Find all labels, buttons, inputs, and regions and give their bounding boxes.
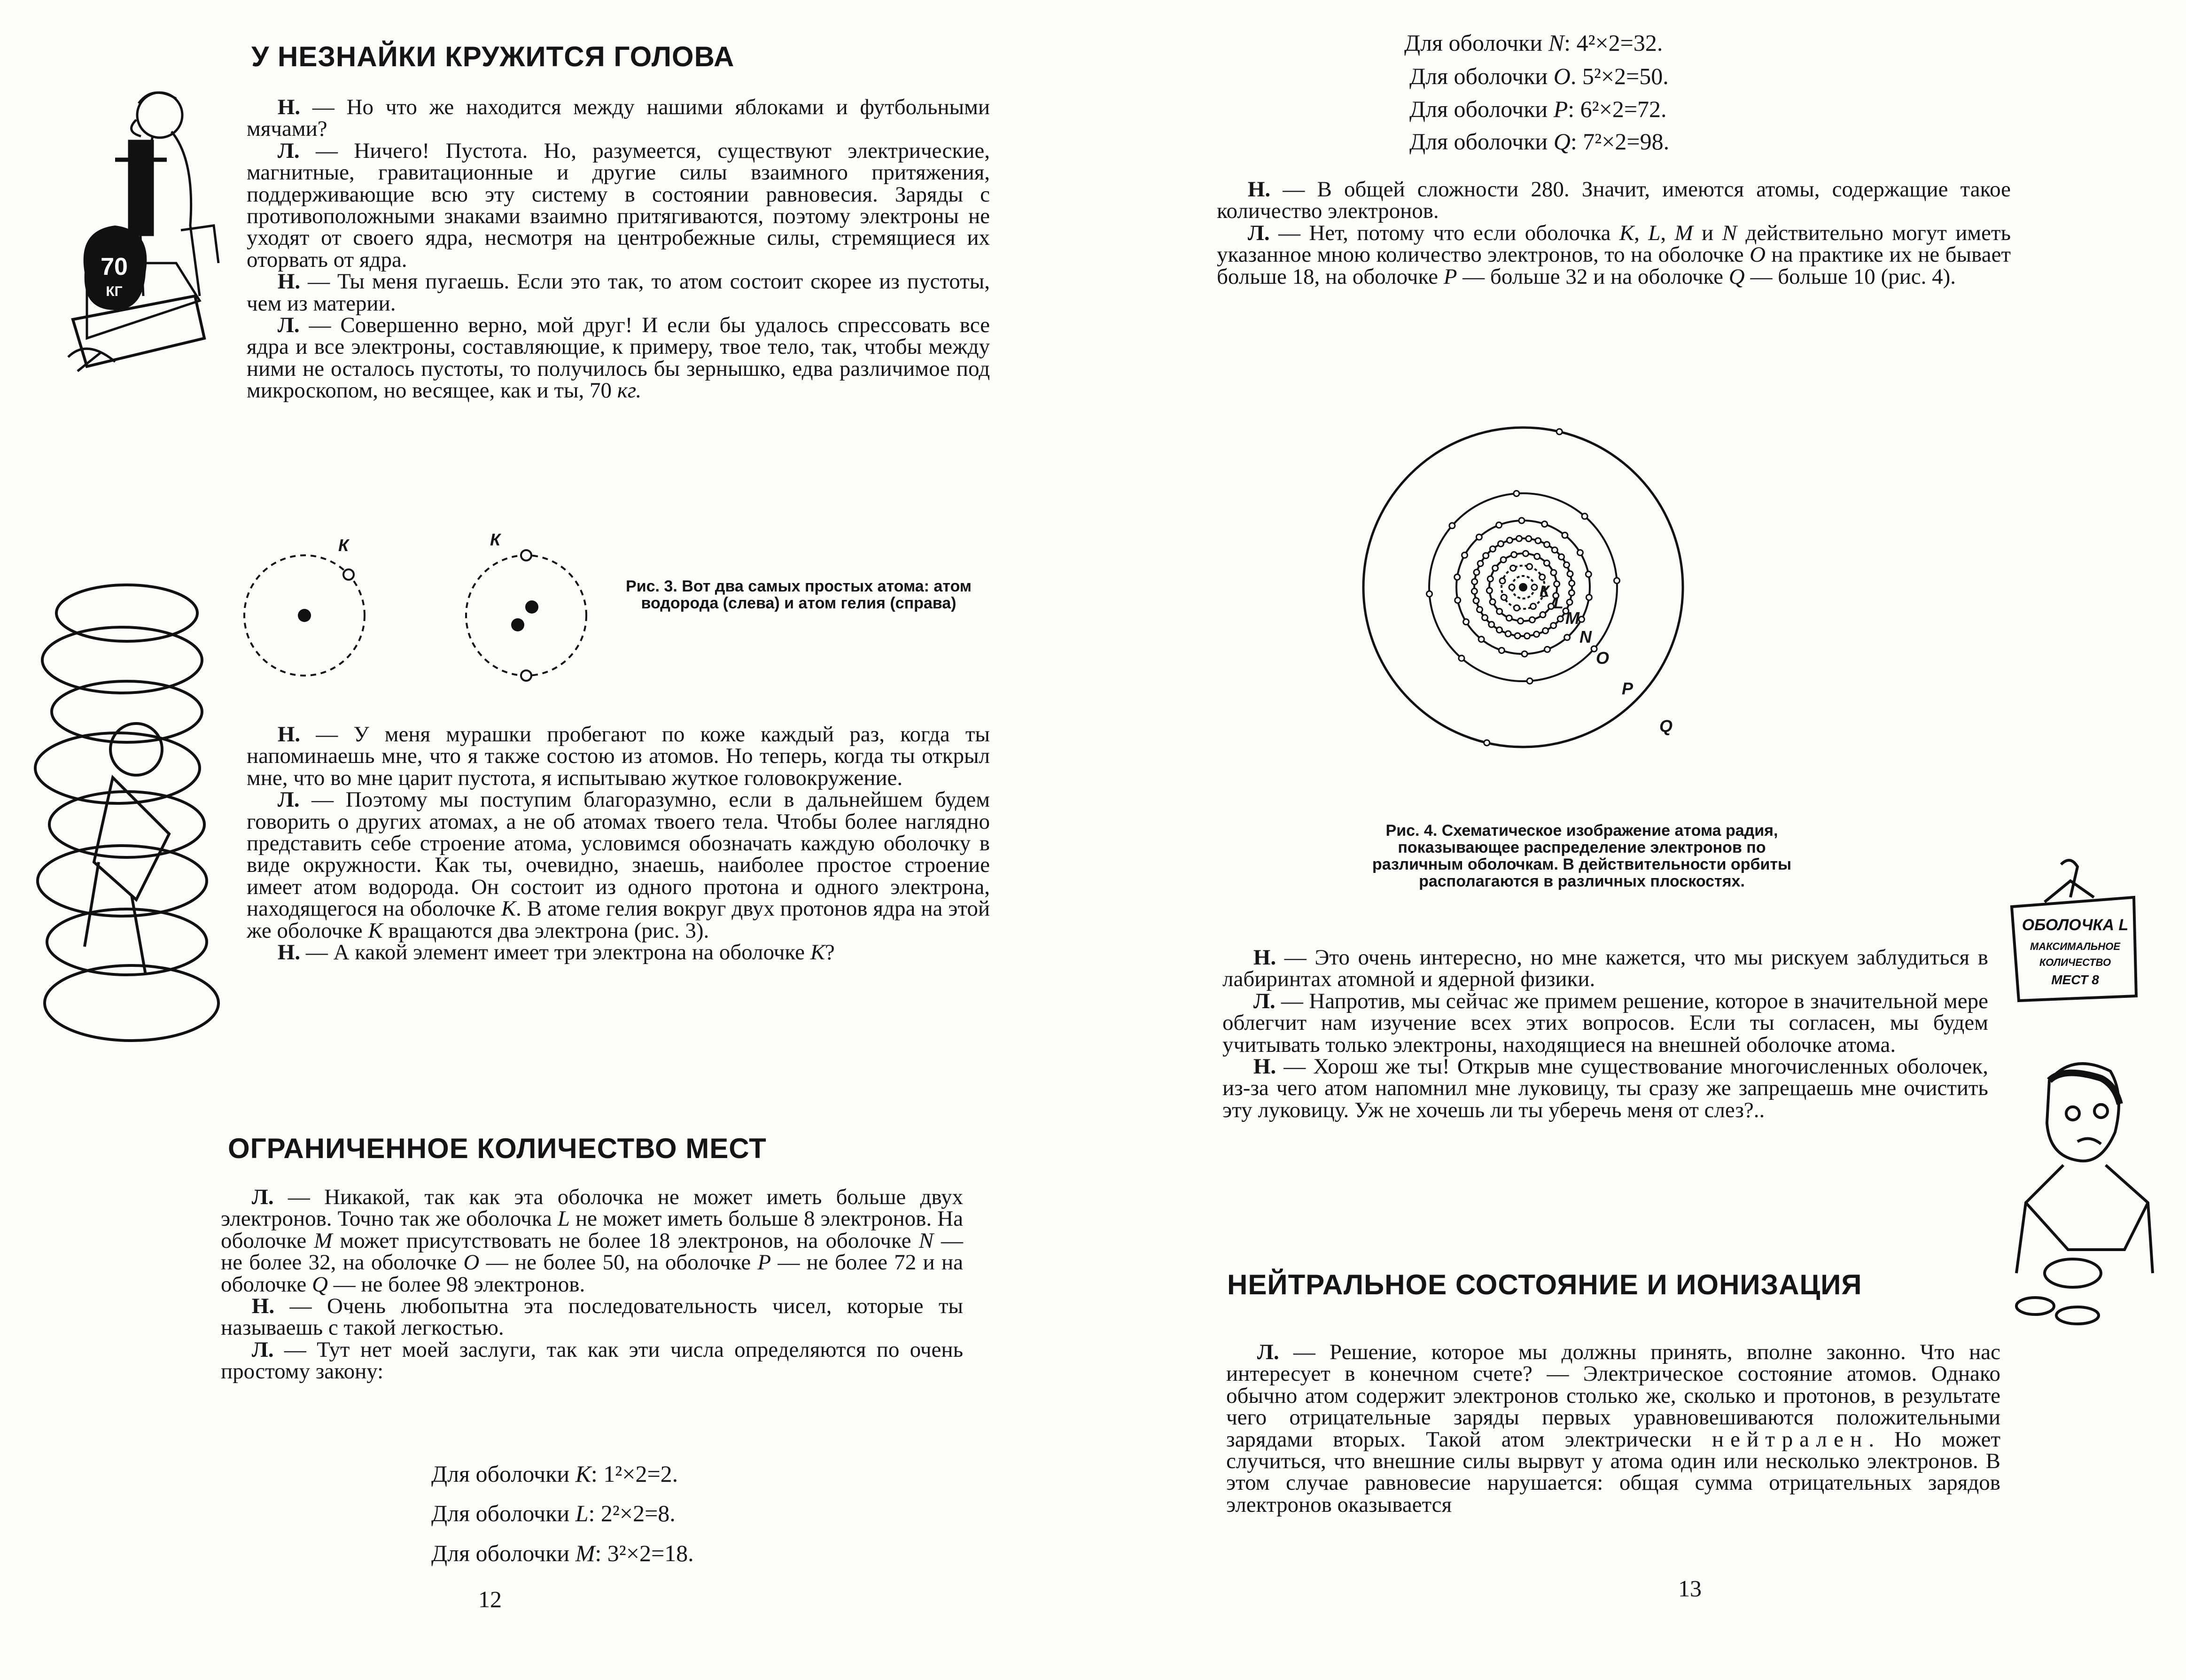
- orbit-electron: [1551, 570, 1556, 576]
- unit-kg: кг.: [617, 378, 642, 403]
- orbit-electron: [1614, 578, 1619, 583]
- paragraph-text: . В атоме гелия вокруг двух протонов ядра на этой же оболочке: [247, 896, 990, 943]
- spaced-word: нейтрален: [1711, 1427, 1869, 1452]
- speaker: Н.: [277, 95, 301, 119]
- orbit-electron: [1484, 740, 1490, 746]
- orbit-electron: [1489, 622, 1494, 627]
- speaker: Л.: [1257, 1340, 1279, 1364]
- helium-proton: [525, 600, 538, 614]
- orbit-electron: [1522, 651, 1527, 657]
- formula-text: Для оболочки: [431, 1500, 576, 1526]
- scientist-illustration: [59, 75, 233, 385]
- orbit-electron: [1567, 599, 1572, 605]
- orbit-electron: [1509, 584, 1515, 590]
- sign-line-1: ОБОЛОЧКА L: [2022, 916, 2129, 934]
- paragraph-text: на практике их не бывает больше 18, на оболочке: [1217, 242, 2011, 289]
- shell-p: Р: [1443, 264, 1457, 289]
- formula-shell: К: [575, 1461, 591, 1487]
- orbit-electron: [1476, 534, 1482, 540]
- orbit-electron: [1497, 608, 1502, 614]
- orbit-electron: [1524, 633, 1530, 639]
- speaker: Н.: [277, 722, 301, 747]
- shell-k: К: [368, 918, 383, 943]
- orbit-electron: [1543, 628, 1548, 634]
- orbit-electron: [1552, 547, 1557, 553]
- speaker: Н.: [277, 269, 301, 294]
- orbit-electron: [1551, 622, 1556, 628]
- paragraph: [221, 1295, 963, 1339]
- orbit-electron: [1529, 617, 1535, 622]
- orbit-electron: [1542, 521, 1548, 527]
- orbit-electron: [1506, 615, 1512, 621]
- orbit-electron: [1523, 551, 1528, 556]
- formula-shell: L: [575, 1500, 589, 1526]
- radium-nucleus: [1519, 583, 1527, 591]
- paragraph: [1217, 179, 2011, 222]
- shell-l-sign-illustration: [2000, 855, 2141, 1010]
- formula-l: [431, 1500, 676, 1527]
- orbit-electron: [1544, 560, 1549, 566]
- orbit-electron: [1554, 581, 1560, 587]
- paragraph-text: — Напротив, мы сейчас же примем решение, которое в значительной мере облегчит нам изучение всех этих вопросов. Если ты согласен, мы будем учитывать только электроны, находящиеся на внешней оболочке атома.: [1222, 988, 1988, 1057]
- paragraph: [1222, 947, 1988, 990]
- speaker: Л.: [277, 313, 300, 338]
- formula-q: [1409, 128, 1669, 155]
- worried-character-illustration: [2007, 1052, 2162, 1334]
- orbit-electron: [1557, 616, 1563, 622]
- shell-n: N: [918, 1228, 934, 1253]
- orbit-electron: [1586, 595, 1592, 600]
- paragraph-text: — Ты меня пугаешь. Если это так, то атом состоит скорее из пустоты, чем из материи.: [247, 269, 990, 316]
- orbit-electron: [1483, 553, 1489, 559]
- orbit-electron: [1564, 562, 1570, 568]
- orbit-electron: [1544, 646, 1550, 652]
- paragraph-text: — Никакой, так как эта оболочка не может иметь больше двух электронов. Точно так же оболочка: [221, 1185, 963, 1231]
- paragraph-text: — Но что же находится между нашими яблоками и футбольными мячами?: [247, 95, 990, 141]
- speaker: Н.: [277, 940, 301, 965]
- paragraph: [1226, 1341, 2000, 1516]
- orbit-electron: [1569, 581, 1575, 586]
- shell-m: М: [1674, 220, 1693, 245]
- shell-o: О: [1750, 242, 1766, 267]
- paragraph-text: — Нет, потому что если оболочка: [1269, 220, 1619, 245]
- paragraph-text: действительно могут иметь указанное мною количество электронов, то на оболочке: [1217, 220, 2011, 267]
- orbit-electron: [1474, 569, 1479, 575]
- formula-expr: : 2²×2=8.: [588, 1500, 676, 1526]
- paragraph-text: — Ничего! Пустота. Но, разумеется, существуют электрические, магнитные, гравитационные и другие силы взаимного притяжения, поддерживающие всю эту систему в состоянии равновесия. Заряды с противоположными знаками взаимно притягиваются, поэтому электроны не уходят от своего ядра, несмотря на центробежные силы, стремящиеся их оторвать от ядра.: [247, 138, 990, 272]
- orbit-electron: [1478, 560, 1483, 566]
- formula-shell: Р: [1553, 96, 1568, 122]
- page-number-right: 13: [1678, 1575, 1702, 1602]
- orbit-electron: [1471, 588, 1477, 594]
- orbit-electron: [1548, 604, 1554, 609]
- shell-k: К: [501, 896, 516, 921]
- paragraph: [247, 789, 990, 941]
- formula-text: Для оболочки: [1409, 63, 1554, 89]
- paragraph-text: — не более 32, на оболочке: [221, 1228, 963, 1275]
- figure-4-caption: Рис. 4. Схематическое изображение атома радия, показывающее распределение электронов по различным оболочкам. В действительности орбиты располагаются в различных плоскостях.: [1372, 822, 1792, 890]
- paragraph-text: и: [1693, 220, 1722, 245]
- paragraph-text: может присутствовать не более 18 электронов, на оболочке: [332, 1228, 919, 1253]
- paragraph-text: не может иметь больше 8 электронов. На оболочке: [221, 1206, 963, 1253]
- paragraph-text: — не более 72 и на оболочке: [221, 1250, 963, 1297]
- heading-limited-places: ОГРАНИЧЕННОЕ КОЛИЧЕСТВО МЕСТ: [228, 1133, 767, 1164]
- formula-m: [431, 1540, 694, 1567]
- shell-k: К: [1619, 220, 1634, 245]
- orbit-electron: [1540, 612, 1546, 618]
- paragraph-text: — не более 98 электронов.: [327, 1272, 585, 1297]
- orbit-electron: [1487, 576, 1493, 582]
- dizzy-character-drawing: [28, 571, 226, 1059]
- orbit-electron: [1527, 564, 1533, 569]
- formula-text: Для оболочки: [431, 1461, 576, 1487]
- orbit-electron: [1505, 631, 1511, 637]
- orbit-electron: [1462, 552, 1468, 558]
- figure-4: [1356, 357, 1695, 817]
- paragraph: [1217, 222, 2011, 288]
- orbit-electron: [1490, 546, 1495, 552]
- orbit-electron: [1500, 578, 1505, 583]
- paragraph: [247, 140, 990, 271]
- orbit-electron: [1518, 618, 1524, 624]
- dialogue-block-3: [221, 1186, 963, 1383]
- paragraph-text: — больше 10 (рис. 4).: [1744, 264, 1956, 289]
- paragraph: [221, 1186, 963, 1295]
- paragraph-text: — не более 50, на оболочке: [479, 1250, 758, 1275]
- orbit-electron: [1515, 633, 1520, 638]
- paragraph-text: — Поэтому мы поступим благоразумно, если в дальнейшем будем говорить о других атомах, а не об атомах твоего тела. Чтобы более наглядно представить себе строение атома, условимся обозначать каждую оболочку в виде окружности. Как ты, очевидно, знаешь, наиболее простое строение имеет атом водорода. Он состоит из одного протона и одного электрона, находящегося на оболочке: [247, 787, 990, 921]
- orbit-electron: [1486, 588, 1492, 593]
- helium-electron: [521, 670, 531, 681]
- paragraph-text: — Очень любопытна эта последовательность чисел, которые ты называешь с такой легкостью.: [221, 1294, 963, 1340]
- paragraph: [247, 723, 990, 789]
- shell-q: Q: [1728, 264, 1745, 289]
- shell-m: М: [314, 1228, 333, 1253]
- speaker: Н.: [1253, 1054, 1276, 1079]
- shell-q: Q: [311, 1272, 328, 1297]
- formula-expr: : 4²×2=32.: [1564, 30, 1663, 56]
- shell-o: О: [463, 1250, 480, 1275]
- formula-shell: О: [1553, 63, 1571, 89]
- dialogue-block-4: [1217, 179, 2011, 288]
- orbit-electron: [1579, 616, 1584, 622]
- speaker: Н.: [1247, 177, 1271, 202]
- speaker: Л.: [277, 787, 300, 812]
- heading-dizzy: У НЕЗНАЙКИ КРУЖИТСЯ ГОЛОВА: [251, 41, 735, 72]
- paragraph: [1222, 990, 1988, 1056]
- paragraph-text: — У меня мурашки пробегают по коже каждый раз, когда ты напоминаешь мне, что я также состою из атомов. Но теперь, когда ты открыл мне, что во мне царит пустота, я испытываю жуткое головокружение.: [247, 722, 990, 790]
- orbit-electron: [1526, 536, 1532, 542]
- orbit-electron: [1534, 631, 1540, 637]
- paragraph-text: — В общей сложности 280. Значит, имеются атомы, содержащие такое количество электронов.: [1217, 177, 2011, 224]
- formula-text: Для оболочки: [431, 1540, 576, 1566]
- orbit-electron: [1427, 591, 1432, 597]
- paragraph: [221, 1339, 963, 1383]
- formula-shell: N: [1548, 30, 1564, 56]
- paragraph: [247, 96, 990, 140]
- paragraph-text: — Совершенно верно, мой друг! И если бы удалось спрессовать все ядра и все электроны, составляющие, к примеру, твое тело, так, чтобы между ними не осталось пустоты, то получилось бы зернышко, едва различимое под микроскопом, но весящее, как и ты, 70: [247, 313, 990, 403]
- orbit-electron: [1544, 542, 1550, 547]
- orbit-electron: [1514, 605, 1519, 611]
- paragraph: [1222, 1056, 1988, 1121]
- orbit-electron: [1501, 557, 1506, 562]
- orbit-electron: [1577, 550, 1583, 555]
- paragraph-text: . Но может случиться, что внешние силы вырвут у атома один или несколько электронов. В этом случае равновесие нарушается: общая сумма отрицательных зарядов электронов оказывается: [1226, 1427, 2000, 1517]
- fig4-label-p: Р: [1622, 679, 1634, 698]
- orbit-electron: [1556, 429, 1562, 435]
- formula-text: Для оболочки: [1409, 96, 1554, 122]
- fig3-label-k-hydrogen: К: [338, 536, 349, 555]
- fig4-label-m: М: [1565, 608, 1579, 628]
- fig4-label-k: К: [1540, 583, 1549, 600]
- paragraph-text: вращаются два электрона (рис. 3).: [382, 918, 709, 943]
- paragraph-text: — А какой элемент имеет три электрона на оболочке: [300, 940, 810, 965]
- speaker: Л.: [251, 1337, 274, 1362]
- formula-k: [431, 1460, 678, 1487]
- figure-3-caption: Рис. 3. Вот два самых простых атома: атом водорода (слева) и атом гелия (справа): [626, 577, 972, 612]
- paragraph-text: — Решение, которое мы должны принять, вполне законно. Что нас интересует в конечном счете? — Электрическое состояние атомов. Однако обычно атом содержит электронов столько же, сколько и протонов, в результате чего отрицательные заряды первых уравновешиваются положительными зарядами вторых. Такой атом электрически: [1226, 1340, 2000, 1452]
- formula-text: Для оболочки: [1404, 30, 1548, 56]
- speaker: Н.: [1253, 945, 1276, 970]
- orbit-electron: [1517, 536, 1522, 541]
- orbit-electron: [1493, 565, 1498, 571]
- orbit-electron: [1569, 590, 1574, 596]
- dizzy-character-illustration: [28, 571, 226, 1059]
- orbit-electron: [1532, 584, 1537, 590]
- orbit-electron: [1582, 513, 1587, 519]
- fig4-label-o: О: [1596, 648, 1610, 668]
- orbit-electron: [1473, 598, 1479, 604]
- shell-l: L: [557, 1206, 570, 1231]
- fig4-label-q: Q: [1659, 716, 1673, 736]
- hydrogen-electron: [343, 569, 354, 580]
- orbit-electron: [1478, 637, 1484, 642]
- paragraph-text: ,: [1660, 220, 1675, 245]
- sign-line-3: КОЛИЧЕСТВО: [2039, 957, 2111, 968]
- figure-4-radium-atom: [1356, 357, 1695, 817]
- paragraph-text: — больше 32 и на оболочке: [1457, 264, 1729, 289]
- orbit-electron: [1498, 541, 1503, 546]
- hydrogen-nucleus: [298, 609, 311, 622]
- scientist-drawing: [59, 75, 233, 385]
- formula-expr: . 5²×2=50.: [1570, 63, 1669, 89]
- shell-k: К: [810, 940, 825, 965]
- paragraph: [247, 271, 990, 314]
- sign-line-2: МАКСИМАЛЬНОЕ: [2030, 941, 2121, 952]
- sign-drawing: [2000, 855, 2141, 1010]
- formula-p: [1409, 95, 1667, 123]
- orbit-electron: [1472, 579, 1478, 584]
- orbit-electron: [1449, 523, 1455, 529]
- orbit-electron: [1527, 678, 1533, 684]
- helium-electron: [521, 550, 531, 560]
- orbit-electron: [1514, 491, 1519, 497]
- right-page: [1093, 0, 2186, 1680]
- dialogue-block-5: [1222, 947, 1988, 1121]
- speaker: Л.: [1247, 220, 1270, 245]
- shell-p: Р: [757, 1250, 771, 1275]
- orbit-electron: [1501, 594, 1507, 600]
- heading-neutral-ionization: НЕЙТРАЛЬНОЕ СОСТОЯНИЕ И ИОНИЗАЦИЯ: [1227, 1269, 1862, 1300]
- orbit-electron: [1459, 655, 1464, 661]
- orbit-electron: [1455, 574, 1460, 580]
- shell-l: L: [1648, 220, 1661, 245]
- formula-expr: : 7²×2=98.: [1570, 128, 1670, 155]
- speaker: Л.: [251, 1185, 274, 1209]
- orbit-electron: [1496, 627, 1502, 633]
- worried-character-drawing: [2007, 1052, 2162, 1334]
- paragraph-text: — Хорош же ты! Открыв мне существование многочисленных оболочек, из-за чего атом напомнил мне луковицу, ты сразу же запрещаешь мне очистить эту луковицу. Уж не хочешь ли ты уберечь меня от слез?..: [1222, 1054, 1988, 1122]
- formula-shell: Q: [1553, 128, 1571, 155]
- formula-shell: М: [575, 1540, 595, 1566]
- helium-shell: [466, 555, 586, 676]
- weight-label: 70: [101, 253, 128, 280]
- weight-unit: КГ: [106, 284, 123, 299]
- paragraph-text: ?: [825, 940, 835, 965]
- formula-expr: : 3²×2=18.: [595, 1540, 694, 1566]
- shell-n: N: [1722, 220, 1737, 245]
- formula-expr: : 6²×2=72.: [1568, 96, 1667, 122]
- orbit-electron: [1564, 635, 1570, 640]
- dialogue-block-2: [247, 723, 990, 963]
- speaker: Л.: [277, 138, 300, 163]
- orbit-electron: [1496, 522, 1502, 528]
- paragraph-text: — Это очень интересно, но мне кажется, что мы рискуем заблудиться в лабиринтах атомной и ядерной физики.: [1222, 945, 1988, 992]
- paragraph: [247, 314, 990, 402]
- speaker: Н.: [251, 1294, 275, 1319]
- orbit-electron: [1530, 604, 1536, 609]
- orbit-electron: [1586, 571, 1591, 577]
- orbit-electron: [1490, 599, 1495, 605]
- orbit-electron: [1535, 538, 1541, 544]
- dialogue-block-6: [1226, 1341, 2000, 1516]
- orbit-electron: [1511, 552, 1517, 558]
- orbit-electron: [1567, 571, 1573, 576]
- formula-n: [1404, 29, 1663, 56]
- orbit-electron: [1540, 575, 1545, 580]
- formula-expr: : 1²×2=2.: [591, 1461, 678, 1487]
- orbit-electron: [1482, 615, 1488, 621]
- orbit-electron: [1510, 565, 1516, 571]
- fig3-label-k-helium: К: [490, 530, 501, 549]
- orbit-electron: [1562, 532, 1568, 538]
- figure-3: [235, 526, 625, 695]
- page-number-left: 12: [478, 1586, 502, 1612]
- orbit-electron: [1534, 553, 1540, 559]
- speaker: Л.: [1253, 988, 1276, 1013]
- formula-text: Для оболочки: [1409, 128, 1554, 155]
- fig4-label-l: L: [1554, 594, 1564, 612]
- paragraph-text: — Тут нет моей заслуги, так как эти числа определяются по очень простому закону:: [221, 1337, 963, 1384]
- orbit-electron: [1507, 537, 1512, 543]
- formula-o: [1409, 62, 1669, 90]
- fig4-label-n: N: [1579, 627, 1592, 646]
- orbit-electron: [1558, 554, 1564, 560]
- paragraph: [247, 941, 990, 963]
- orbit-electron: [1499, 647, 1504, 653]
- dialogue-block-1: [247, 96, 990, 402]
- orbit-electron: [1463, 619, 1469, 625]
- helium-proton: [511, 618, 524, 631]
- sign-line-4: МЕСТ 8: [2051, 972, 2099, 987]
- orbit-electron: [1519, 518, 1525, 523]
- figure-3-atoms: [235, 526, 625, 695]
- paragraph-text: ,: [1634, 220, 1649, 245]
- orbit-electron: [1455, 598, 1461, 603]
- orbit-electron: [1477, 607, 1482, 613]
